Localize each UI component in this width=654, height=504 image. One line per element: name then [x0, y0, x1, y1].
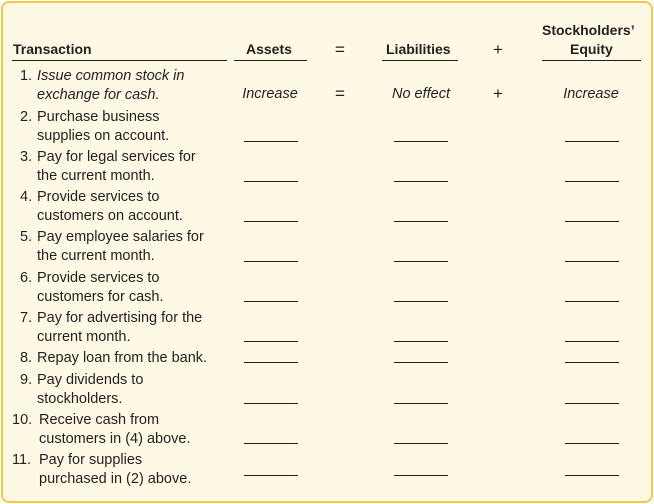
row-10-equity-blank[interactable]	[565, 443, 619, 444]
row-2-text-line1: Purchase business	[37, 109, 160, 125]
row-4-equity-blank[interactable]	[565, 221, 619, 222]
row-6-text-line1: Provide services to	[37, 270, 160, 286]
header-equity-rule	[542, 60, 641, 61]
row-8-text-line1: Repay loan from the bank.	[37, 350, 208, 366]
row-7-number: 7.	[20, 310, 33, 326]
header-assets-rule	[234, 60, 307, 61]
row-1-assets-answer: Increase	[242, 86, 298, 102]
row-6-equity-blank[interactable]	[565, 301, 619, 302]
row-11-text-line2: purchased in (2) above.	[39, 471, 192, 487]
row-2-equity-blank[interactable]	[565, 141, 619, 142]
row-5-equity-blank[interactable]	[565, 261, 619, 262]
row-1-text-line2: exchange for cash.	[37, 87, 160, 103]
row-7-liabilities-blank[interactable]	[394, 341, 448, 342]
row-7-text-line2: current month.	[37, 329, 131, 345]
header-equals-sign: =	[335, 40, 345, 59]
row-7-text-line1: Pay for advertising for the	[37, 310, 203, 326]
row-4-assets-blank[interactable]	[244, 221, 298, 222]
row-6-liabilities-blank[interactable]	[394, 301, 448, 302]
row-5-text-line2: the current month.	[37, 248, 155, 264]
row-4-text-line1: Provide services to	[37, 189, 160, 205]
row-6-number: 6.	[20, 270, 33, 286]
header-transaction: Transaction	[13, 41, 92, 57]
row-11-liabilities-blank[interactable]	[394, 475, 448, 476]
header-plus-sign: +	[493, 40, 503, 59]
row-6-assets-blank[interactable]	[244, 301, 298, 302]
row-9-liabilities-blank[interactable]	[394, 403, 448, 404]
row-10-liabilities-blank[interactable]	[394, 443, 448, 444]
row-4-text-line2: customers on account.	[37, 208, 183, 224]
row-7-equity-blank[interactable]	[565, 341, 619, 342]
row-11-assets-blank[interactable]	[244, 475, 298, 476]
row-9-number: 9.	[20, 372, 33, 388]
row-5-assets-blank[interactable]	[244, 261, 298, 262]
header-transaction-rule	[12, 60, 227, 61]
row-1-number: 1.	[20, 68, 33, 84]
row-2-text-line2: supplies on account.	[37, 128, 170, 144]
row-10-number: 10.	[12, 412, 33, 428]
row-11-text-line1: Pay for supplies	[39, 452, 143, 468]
row-1-liabilities-answer: No effect	[391, 86, 451, 102]
row-2-assets-blank[interactable]	[244, 141, 298, 142]
row-8-number: 8.	[20, 350, 33, 366]
row-5-number: 5.	[20, 229, 33, 245]
row-3-equity-blank[interactable]	[565, 181, 619, 182]
row-4-number: 4.	[20, 189, 33, 205]
row-9-text-line2: stockholders.	[37, 391, 123, 407]
row-10-assets-blank[interactable]	[244, 443, 298, 444]
row-3-text-line1: Pay for legal services for	[37, 149, 196, 165]
row-3-assets-blank[interactable]	[244, 181, 298, 182]
row-3-number: 3.	[20, 149, 33, 165]
header-liabilities: Liabilities	[386, 41, 451, 57]
row-10-text-line1: Receive cash from	[39, 412, 160, 428]
header-liabilities-rule	[382, 60, 458, 61]
row-4-liabilities-blank[interactable]	[394, 221, 448, 222]
row-6-text-line2: customers for cash.	[37, 289, 164, 305]
row-11-equity-blank[interactable]	[565, 475, 619, 476]
header-equity-line1: Stockholders’	[542, 22, 635, 38]
row-2-number: 2.	[20, 109, 33, 125]
row-9-assets-blank[interactable]	[244, 403, 298, 404]
row-2-liabilities-blank[interactable]	[394, 141, 448, 142]
header-assets: Assets	[246, 41, 292, 57]
row-3-liabilities-blank[interactable]	[394, 181, 448, 182]
row-3-text-line2: the current month.	[37, 168, 155, 184]
row-11-number: 11.	[12, 452, 32, 468]
row-9-equity-blank[interactable]	[565, 403, 619, 404]
row-5-liabilities-blank[interactable]	[394, 261, 448, 262]
row-1-text-line1: Issue common stock in	[37, 68, 185, 84]
row-1-equity-answer: Increase	[563, 86, 619, 102]
row-10-text-line2: customers in (4) above.	[39, 431, 191, 447]
row-8-liabilities-blank[interactable]	[394, 362, 448, 363]
row-9-text-line1: Pay dividends to	[37, 372, 144, 388]
header-equity-line2: Equity	[570, 41, 613, 57]
row-8-assets-blank[interactable]	[244, 362, 298, 363]
row-1-plus-sign: +	[493, 84, 503, 103]
row-1-equals-sign: =	[335, 84, 345, 103]
row-5-text-line1: Pay employee salaries for	[37, 229, 204, 245]
row-7-assets-blank[interactable]	[244, 341, 298, 342]
row-8-equity-blank[interactable]	[565, 362, 619, 363]
